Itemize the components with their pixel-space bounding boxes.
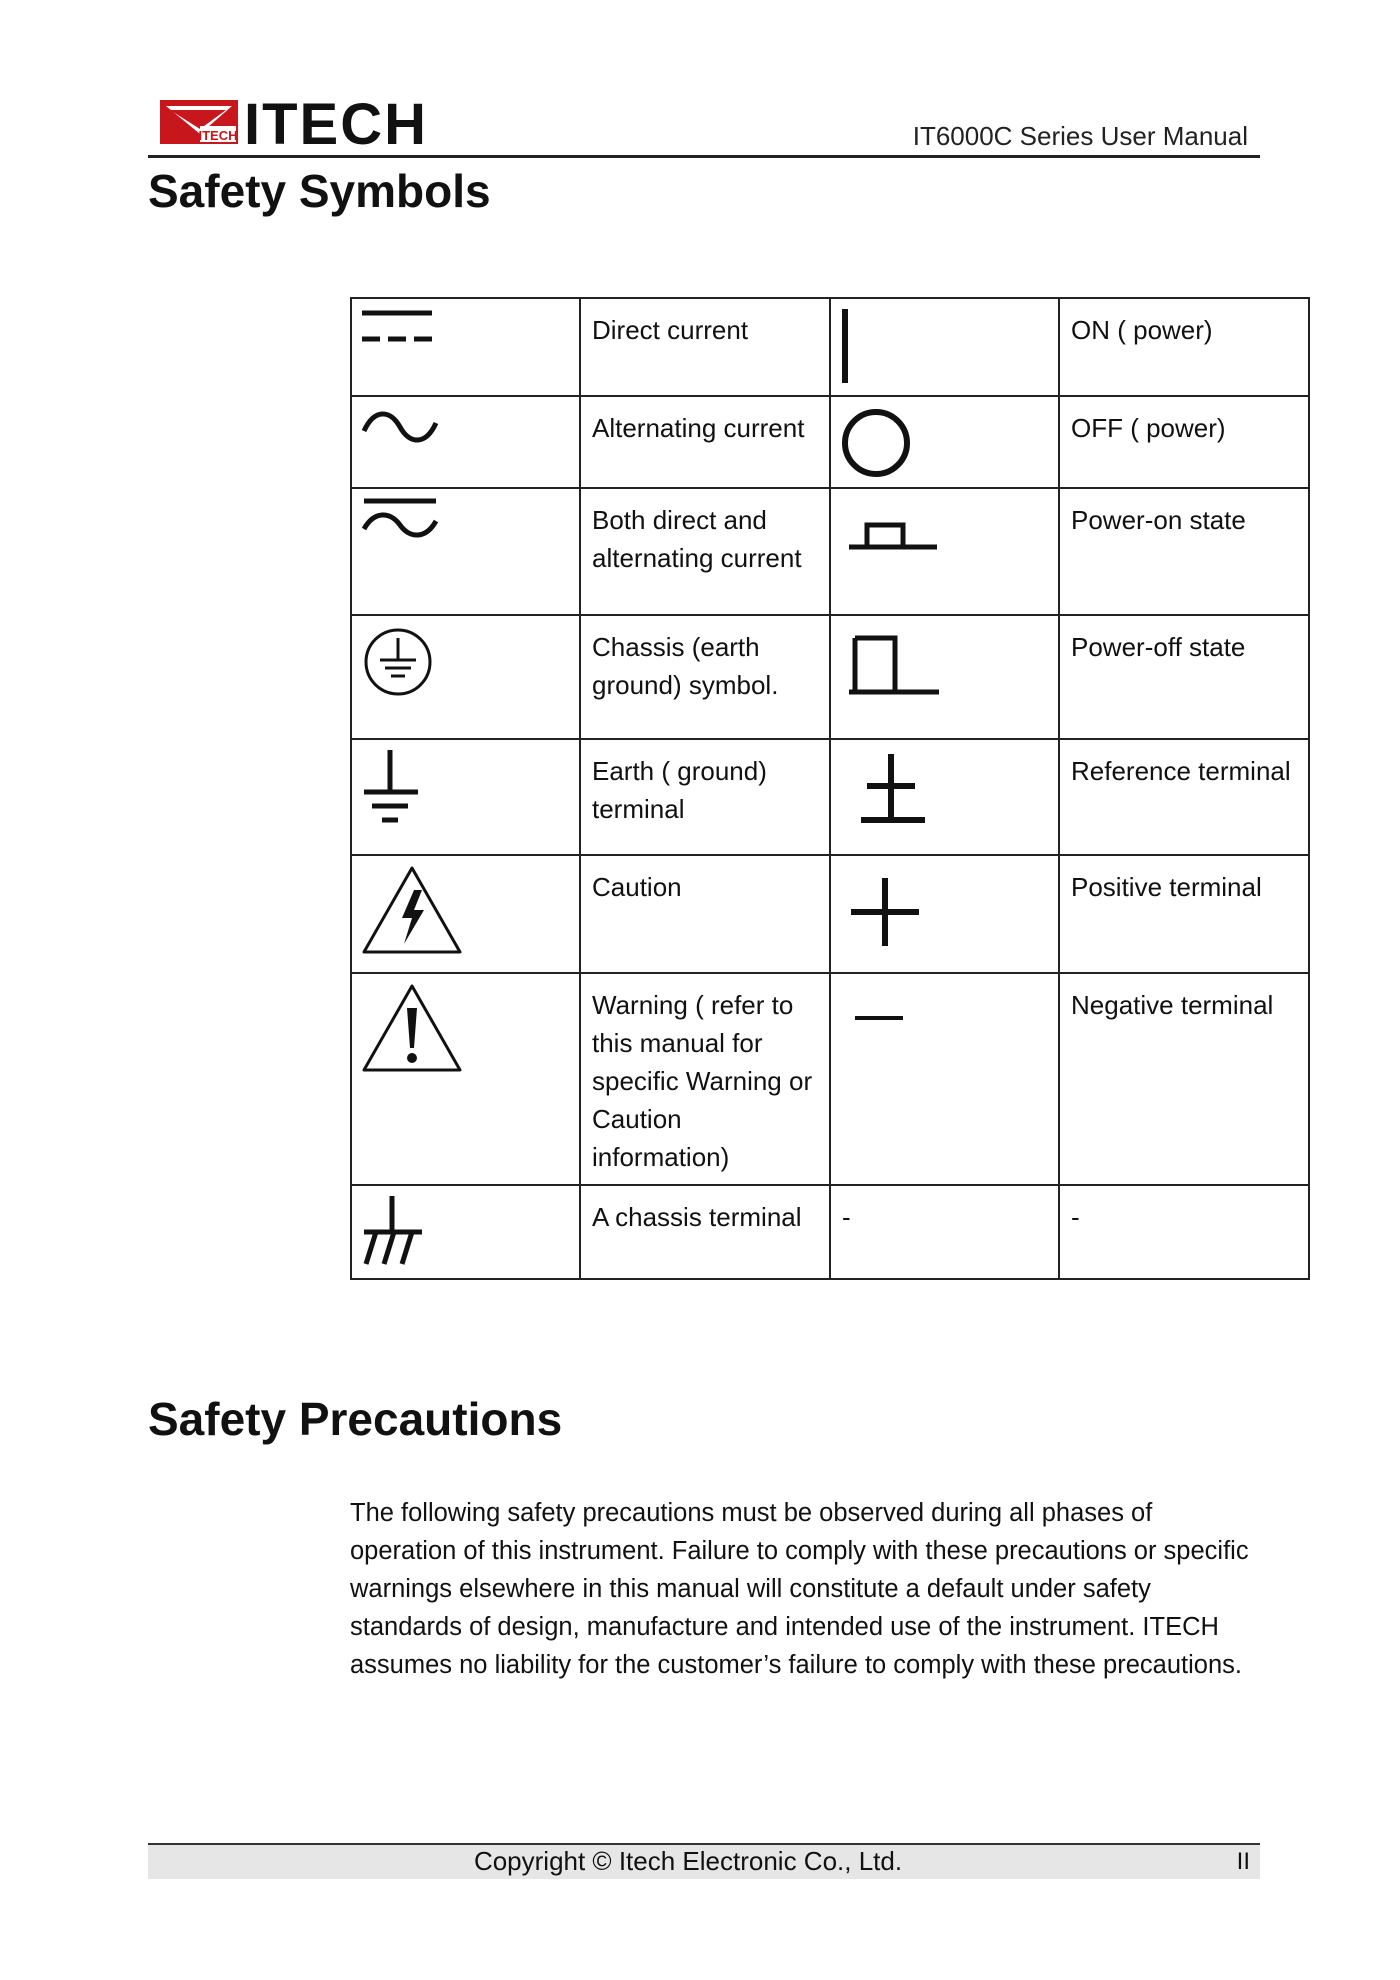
symbol-description: Power-off state — [1059, 615, 1309, 739]
table-row — [351, 739, 1309, 855]
table-row — [351, 973, 1309, 1185]
symbol-description: Both direct and alternating current — [580, 488, 830, 615]
symbol-description: OFF ( power) — [1059, 396, 1309, 488]
table-row — [351, 855, 1309, 973]
itech-logo — [160, 96, 450, 148]
symbol-cell — [351, 615, 580, 739]
alternating-current-icon — [352, 397, 452, 457]
symbol-description: Warning ( refer to this manual for specific Warning or Caution information) — [580, 973, 830, 1185]
symbol-cell — [830, 396, 1059, 488]
symbol-cell — [830, 739, 1059, 855]
symbol-description: Power-on state — [1059, 488, 1309, 615]
svg-text:ITECH: ITECH — [244, 96, 428, 148]
symbol-description: A chassis terminal — [580, 1185, 830, 1279]
table-row — [351, 488, 1309, 615]
table-row — [351, 1185, 1309, 1279]
header-divider — [148, 155, 1260, 158]
power-off-state-icon — [831, 616, 941, 706]
symbol-description: Caution — [580, 855, 830, 973]
power-on-state-icon — [831, 489, 941, 559]
symbol-description: ON ( power) — [1059, 298, 1309, 396]
svg-text:ITECH: ITECH — [198, 128, 238, 143]
warning-exclamation-icon — [352, 974, 462, 1084]
symbol-description: Chassis (earth ground) symbol. — [580, 615, 830, 739]
manual-title: IT6000C Series User Manual — [912, 121, 1248, 151]
itech-logo-graphic — [160, 96, 450, 148]
symbol-description: Positive terminal — [1059, 855, 1309, 973]
symbol-cell — [351, 396, 580, 488]
symbol-cell — [351, 739, 580, 855]
symbol-cell — [351, 298, 580, 396]
table-row — [351, 615, 1309, 739]
page-number: II — [1236, 1848, 1250, 1875]
symbol-cell — [351, 1185, 580, 1279]
on-power-icon — [831, 299, 891, 389]
earth-ground-terminal-icon — [352, 740, 452, 840]
symbol-cell — [830, 298, 1059, 396]
copyright-text: Copyright © Itech Electronic Co., Ltd. — [473, 1846, 903, 1876]
symbol-cell — [830, 615, 1059, 739]
table-row — [351, 396, 1309, 488]
precautions-paragraph: The following safety precautions must be observed during all phases of operation of this instrument. Failure to comply with these precautions or specific warnings elsewhere in this manual will constitute a default under safety standards of design, manufacture and intended use of the instrument. ITECH assumes no liability for the customer’s failure to comply with these precautions. — [350, 1499, 1249, 1679]
chassis-terminal-icon — [352, 1186, 452, 1276]
symbol-description: Negative terminal — [1059, 973, 1309, 1185]
negative-terminal-icon — [831, 974, 941, 1044]
symbol-cell — [830, 973, 1059, 1185]
off-power-icon — [831, 397, 921, 485]
symbol-description: Reference terminal — [1059, 739, 1309, 855]
symbol-cell — [351, 488, 580, 615]
table-row — [351, 298, 1309, 396]
symbol-description: Direct current — [580, 298, 830, 396]
page-header — [148, 92, 1260, 156]
symbol-cell — [351, 855, 580, 973]
symbol-cell — [351, 973, 580, 1185]
symbol-cell — [830, 488, 1059, 615]
positive-terminal-icon — [831, 856, 941, 956]
direct-current-icon — [352, 299, 452, 359]
reference-terminal-icon — [831, 740, 941, 840]
safety-symbols-heading: Safety Symbols — [148, 165, 491, 217]
both-dc-ac-icon — [352, 489, 452, 549]
symbol-cell — [830, 855, 1059, 973]
symbol-placeholder: - — [830, 1185, 1059, 1279]
safety-precautions-heading: Safety Precautions — [148, 1393, 563, 1445]
symbol-description: Earth ( ground) terminal — [580, 739, 830, 855]
symbol-description: Alternating current — [580, 396, 830, 488]
caution-high-voltage-icon — [352, 856, 462, 966]
symbol-description: - — [1059, 1185, 1309, 1279]
safety-symbols-table — [350, 297, 1310, 1280]
chassis-earth-ground-icon — [352, 616, 452, 706]
